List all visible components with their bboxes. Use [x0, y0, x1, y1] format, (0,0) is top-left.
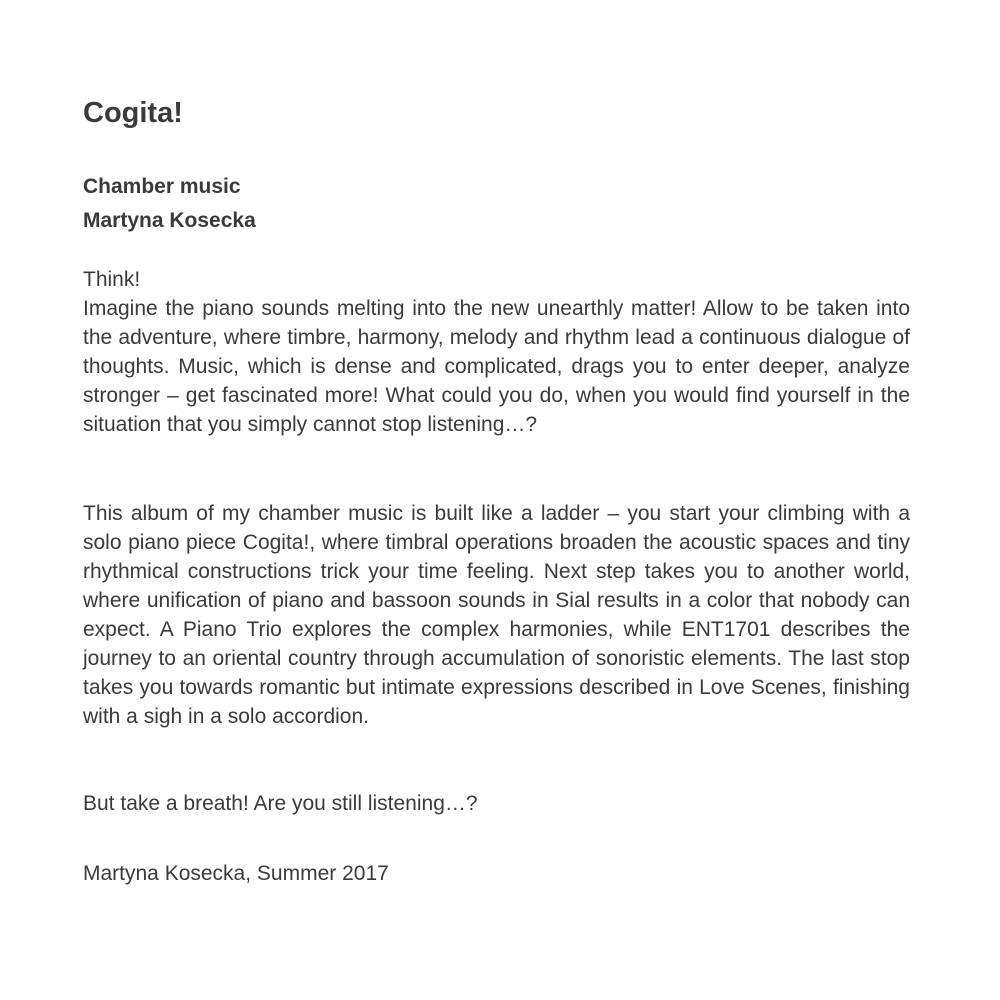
- intro-line: Think!: [83, 268, 141, 291]
- paragraph-3: But take a breath! Are you still listening…?: [83, 792, 478, 815]
- paragraph-1: Imagine the piano sounds melting into the new unearthly matter! Allow to be taken into the adventure, where timbre, harmony, melody and rhythm lead a continuous dialogue of thoughts. Music, which is dense and complicated, drags you to enter deeper, analyze stronger – get fascinated more! What could you do, when you would find yourself in the situation that you simply cannot stop listening…?: [83, 297, 910, 436]
- document-subtitle: Chamber music: [83, 175, 241, 198]
- paragraph-2: This album of my chamber music is built like a ladder – you start your climbing with a solo piano piece Cogita!, where timbral operations broaden the acoustic spaces and tiny rhythmical constructions trick your time feeling. Next step takes you to another world, where unification of piano and bassoon sounds in Sial results in a color that nobody can expect. A Piano Trio explores the complex harmonies, while ENT1701 describes the journey to an oriental country through accumulation of sonoristic elements. The last stop takes you towards romantic but intimate expressions described in Love Scenes, finishing with a sigh in a solo accordion.: [83, 502, 910, 728]
- document-title: Cogita!: [83, 97, 183, 129]
- document-author: Martyna Kosecka: [83, 209, 256, 232]
- signature: Martyna Kosecka, Summer 2017: [83, 862, 389, 885]
